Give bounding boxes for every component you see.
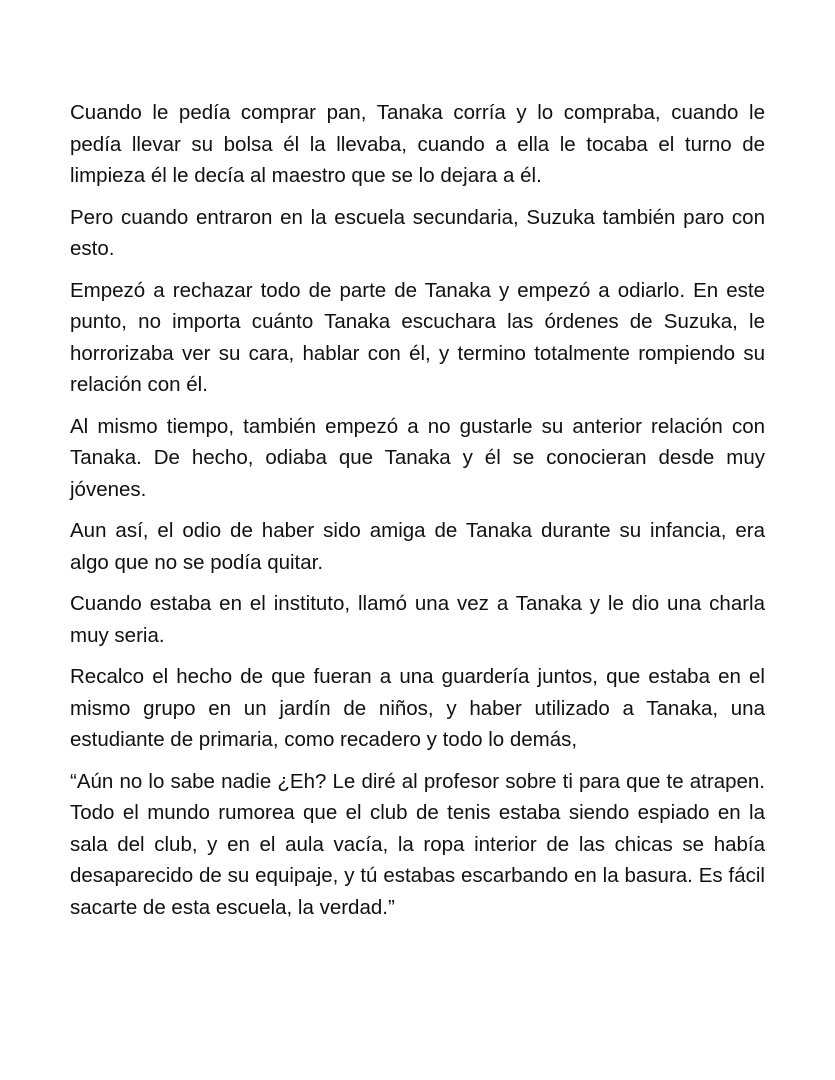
- document-page: [70, 97, 765, 933]
- paragraph-7: Recalco el hecho de que fueran a una guardería juntos, que estaba en el mismo grupo en un jardín de niños, y haber utilizado a Tanaka, una estudiante de primaria, como recadero y todo lo demás,: [70, 665, 765, 751]
- paragraph-2: Pero cuando entraron en la escuela secundaria, Suzuka también paro con esto.: [70, 205, 765, 260]
- paragraph-1: Cuando le pedía comprar pan, Tanaka corría y lo compraba, cuando le pedía llevar su bolsa él la llevaba, cuando a ella le tocaba el turno de limpieza él le decía al maestro que se lo dejara a él.: [70, 101, 765, 187]
- paragraph-5: Aun así, el odio de haber sido amiga de Tanaka durante su infancia, era algo que no se podía quitar.: [70, 519, 765, 574]
- paragraph-8: “Aún no lo sabe nadie ¿Eh? Le diré al profesor sobre ti para que te atrapen. Todo el mundo rumorea que el club de tenis estaba siendo espiado en la sala del club, y en el aula vacía, la ropa interior de las chicas se había desaparecido de su equipaje, y tú estabas escarbando en la basura. Es fácil sacarte de esta escuela, la verdad.”: [70, 769, 765, 919]
- paragraph-6: Cuando estaba en el instituto, llamó una vez a Tanaka y le dio una charla muy seria.: [70, 592, 765, 647]
- paragraph-4: Al mismo tiempo, también empezó a no gustarle su anterior relación con Tanaka. De hecho, odiaba que Tanaka y él se conocieran desde muy jóvenes.: [70, 414, 765, 501]
- paragraph-3: Empezó a rechazar todo de parte de Tanaka y empezó a odiarlo. En este punto, no importa cuánto Tanaka escuchara las órdenes de Suzuka, le horrorizaba ver su cara, hablar con él, y termino totalmente rompiendo su relación con él.: [70, 278, 765, 396]
